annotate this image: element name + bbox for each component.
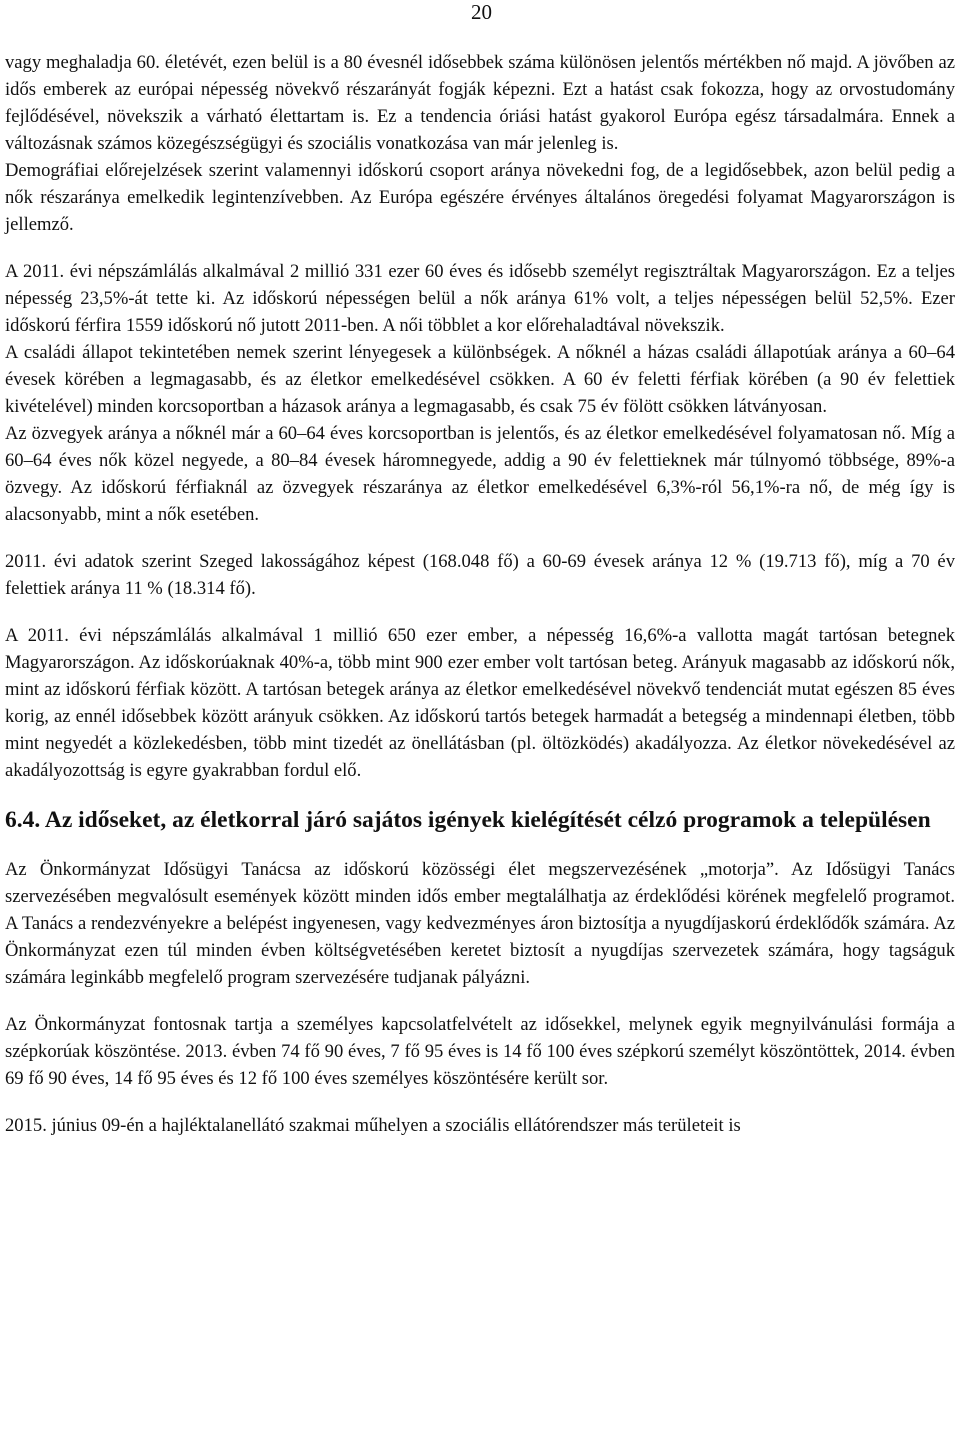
section-number: 6.4. xyxy=(5,807,41,833)
paragraph-aging-europe: vagy meghaladja 60. életévét, ezen belül is a 80 évesnél idősebbek száma különösen jelentős mértékben nő majd. A jövőben az idős emberek az európai népesség növekvő részarányát fogják képezni. Ezt a hatást csak fokozza, hogy az orvostudomány fejlődésével, növekszik a várható élettartam is. Ez a tendencia óriási hatást gyakorol Európa egész társadalmára. Ennek a változásnak számos közegészségügyi és szociális vonatkozása van már jelenleg is. xyxy=(5,52,955,154)
paragraph-spacer xyxy=(5,991,955,1011)
paragraph-szeged-statistics: 2011. évi adatok szerint Szeged lakosságához képest (168.048 fő) a 60-69 évesek aránya 12 % (19.713 fő), míg a 70 év felettiek aránya 11 % (18.314 fő). xyxy=(5,551,955,599)
page-number: 20 xyxy=(471,0,492,24)
paragraph-elderly-council: Az Önkormányzat Idősügyi Tanácsa az időskorú közösségi élet megszervezésének „motorja”. Az Idősügyi Tanács szervezésében megvalósult események között minden idős ember megtalálhatja az érdeklődési körének megfelelő programot. A Tanács a rendezvényekre a belépést ingyenesen, vagy kedvezményes áron biztosítja a nyugdíjaskorú érdeklődők számára. Az Önkormányzat ezen túl minden évben költségvetésében keretet biztosít a nyugdíjas szervezetek számára, hogy tagságuk számára leginkább megfelelő program szervezésére tudjanak pályázni. xyxy=(5,859,955,988)
paragraph-elderly-greeting: Az Önkormányzat fontosnak tartja a személyes kapcsolatfelvételt az idősekkel, melynek egyik megnyilvánulási formája a szépkorúak köszöntése. 2013. évben 74 fő 90 éves, 7 fő 95 éves is 14 fő 100 éves szépkorú személyt köszöntöttek, 2014. évben 69 fő 90 éves, 14 fő 95 éves és 12 fő 100 éves személyes köszöntésére került sor. xyxy=(5,1014,955,1089)
paragraph-spacer xyxy=(5,784,955,804)
paragraph-spacer xyxy=(5,238,955,258)
paragraph-widows: Az özvegyek aránya a nőknél már a 60–64 éves korcsoportban is jelentős, és az életkor emelkedésével folyamatosan nő. Míg a 60–64 éves nők közel negyede, a 80–84 évesek háromnegyede, addig a 90 év felettieknek már túlnyomó többsége, 89%-a özvegy. Az időskorú férfiaknál az özvegyek részaránya az életkor emelkedésével 6,3%-ról 56,1%-ra nő, de még így is alacsonyabb, mint a nők esetében. xyxy=(5,423,955,525)
paragraph-demographic-forecast: Demográfiai előrejelzések szerint valamennyi időskorú csoport aránya növekedni fog, de a legidősebbek, azon belül pedig a nők részaránya emelkedik legintenzívebben. Az Európa egészére érvényes általános öregedési folyamat Magyarországon is jellemző. xyxy=(5,160,955,235)
section-heading xyxy=(5,804,955,836)
page-content xyxy=(5,49,955,1139)
paragraph-spacer xyxy=(5,836,955,856)
paragraph-marital-status: A családi állapot tekintetében nemek szerint lényegesek a különbségek. A nőknél a házas családi állapotúak aránya a 60–64 évesek körében a legmagasabb, és az életkor emelkedésével csökken. A 60 év feletti férfiak körében (a 90 év felettiek kivételével) minden korcsoportban a házasok aránya a legmagasabb, és csak 75 év fölött csökken látványosan. xyxy=(5,342,955,417)
paragraph-spacer xyxy=(5,1092,955,1112)
paragraph-homeless-workshop: 2015. június 09-én a hajléktalanellátó szakmai műhelyen a szociális ellátórendszer más területeit is xyxy=(5,1115,741,1136)
section-title: Az időseket, az életkorral járó sajátos igények kielégítését célzó programok a településen xyxy=(44,807,931,833)
paragraph-spacer xyxy=(5,528,955,548)
paragraph-chronic-illness: A 2011. évi népszámlálás alkalmával 1 millió 650 ezer ember, a népesség 16,6%-a vallotta magát tartósan betegnek Magyarországon. Az időskorúaknak 40%-a, több mint 900 ezer ember volt tartósan beteg. Arányuk magasabb az időskorú nők, mint az időskorú férfiak között. A tartósan betegek aránya az életkor emelkedésével növekvő tendenciát mutat egészen 85 éves korig, az ennél idősebbek között arányuk csökken. Az időskorú tartós betegek harmadát a betegség a mindennapi életben, több mint negyedét a közlekedésben, több mint tizedét az önellátásban (pl. öltözködés) akadályozza. Az életkor növekedésével az akadályozottság is egyre gyakrabban fordul elő. xyxy=(5,625,955,781)
paragraph-spacer xyxy=(5,602,955,622)
paragraph-census-elderly: A 2011. évi népszámlálás alkalmával 2 millió 331 ezer 60 éves és idősebb személyt regisztráltak Magyarországon. Ez a teljes népesség 23,5%-át tette ki. Az időskorú népességen belül a nők aránya 61% volt, a teljes népességen belül 52,5%. Ezer időskorú férfira 1559 időskorú nő jutott 2011-ben. A női többlet a kor előrehaladtával növekszik. xyxy=(5,261,955,336)
